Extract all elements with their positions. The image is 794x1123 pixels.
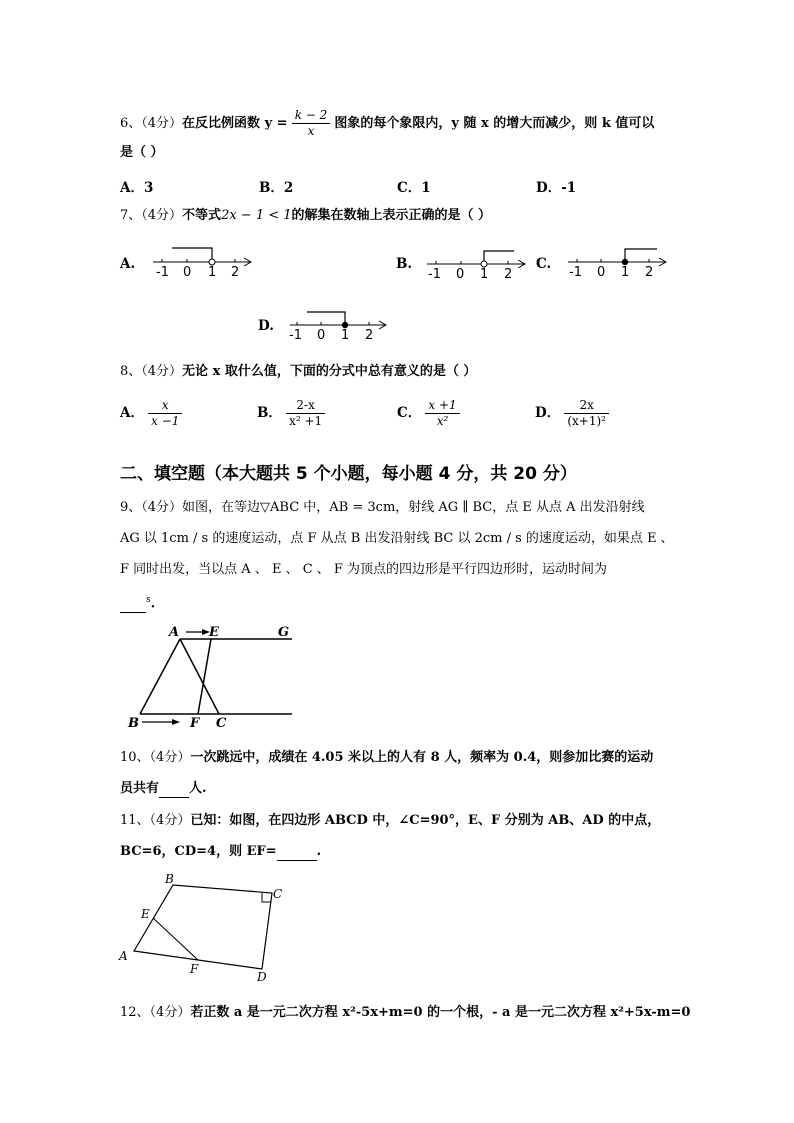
q9-text-line2: AG 以 1cm / s 的速度运动，点 F 从点 B 出发沿射线 BC 以 2cm / s 的速度运动，如果点 E 、 (120, 531, 674, 546)
q7-line (120, 207, 491, 225)
q11-number: 11、（4分） (120, 813, 191, 828)
q6-fraction (292, 108, 331, 139)
q8-option-label: D． (535, 405, 561, 421)
q7-inequality: 2x − 1 < 1 (221, 208, 292, 223)
q12-number: 12、（4分） (120, 1005, 191, 1020)
tick-label: 2 (231, 265, 240, 280)
q9-figure (120, 618, 300, 738)
q7-label-d: D. (258, 318, 274, 334)
point-label-a: A (169, 625, 180, 640)
q9-line1 (120, 499, 645, 517)
point-label-d: D (257, 970, 267, 984)
q10-text-post: 人. (189, 781, 207, 796)
tick-label: 0 (183, 265, 192, 280)
q11-figure (115, 866, 290, 986)
q6-option-b: B．2 (259, 180, 294, 196)
point-label-b: B (128, 716, 139, 731)
q8-option-c (397, 398, 460, 429)
fraction-numerator: x (148, 398, 182, 414)
q6-line1 (120, 108, 654, 139)
q8-option-label: C． (397, 405, 422, 421)
q9-unit: s (146, 595, 151, 605)
tick-label: -1 (569, 265, 582, 280)
q10-number: 10、（4分） (120, 750, 191, 765)
q8-text: 无论 x 取什么值，下面的分式中总有意义的是（ ） (182, 364, 477, 379)
q12-text: 若正数 a 是一元二次方程 x²-5x+m=0 的一个根，- a 是一元二次方程 x²+5x-m=0 (190, 1005, 691, 1020)
fraction-numerator: 2-x (286, 398, 325, 414)
q11-text-pre: BC=6，CD=4，则 EF= (120, 844, 277, 859)
q8-option-fraction (564, 398, 609, 429)
fraction-numerator: x +1 (425, 398, 459, 414)
q9-text-line3: F 同时出发，当以点 A 、 E 、 C 、 F 为顶点的四边形是平行四边形时，运动时间为 (120, 562, 608, 577)
point-label-e: E (209, 625, 219, 640)
point-label-c: C (273, 887, 283, 901)
q7-number: 7、（4分） (120, 208, 183, 223)
section-title: 二、填空题（本大题共 5 个小题，每小题 4 分，共 20 分） (120, 464, 577, 484)
q8-option-a (120, 398, 182, 429)
q9-answer-blank[interactable] (120, 598, 146, 613)
q7-text-post: 的解集在数轴上表示正确的是（ ） (291, 208, 492, 223)
q6-fraction-numerator: k − 2 (292, 108, 331, 124)
q7-text-pre: 不等式 (182, 208, 222, 223)
tick-label: 0 (456, 267, 465, 282)
q7-numberline-b (424, 244, 534, 284)
q8-option-label: A． (120, 405, 144, 421)
tick-label: 0 (317, 328, 326, 343)
point-label-c: C (216, 716, 227, 731)
q10-text-pre: 员共有 (120, 781, 160, 796)
point-label-f: F (190, 716, 200, 731)
q10-answer-blank[interactable] (159, 783, 189, 798)
point-label-e: E (141, 907, 150, 921)
q9-end: . (150, 596, 156, 612)
q10-line1 (120, 749, 653, 767)
q8-line (120, 363, 476, 381)
fraction-denominator: x² (436, 414, 449, 428)
q11-line2 (120, 843, 321, 861)
q7-numberline-d (287, 304, 397, 344)
q6-option-d: D．-1 (536, 180, 577, 196)
q6-text-pre: 在反比例函数 y = (182, 116, 288, 131)
tick-label: 1 (341, 328, 350, 343)
q9-answer-line (120, 591, 155, 613)
q6-text-post: 图象的每个象限内，y 随 x 的增大而减少，则 k 值可以 (334, 116, 655, 131)
q8-option-fraction (286, 398, 325, 429)
fraction-denominator: x² +1 (289, 414, 323, 428)
q11-text-line1: 已知：如图，在四边形 ABCD 中，∠C=90°，E、F 分别为 AB、AD 的中点， (190, 813, 661, 828)
q7-label-a: A. (120, 256, 136, 272)
q12-line (120, 1004, 690, 1022)
tick-label: 1 (621, 265, 630, 280)
q8-option-b (257, 398, 325, 429)
q7-label-c: C. (536, 256, 552, 272)
q8-option-label: B． (257, 405, 282, 421)
tick-label: 2 (504, 267, 513, 282)
point-label-a: A (119, 949, 128, 963)
tick-label: 1 (480, 267, 489, 282)
tick-label: -1 (156, 265, 169, 280)
q6-line2: 是（ ） (120, 145, 164, 160)
q6-number: 6、（4分） (120, 116, 183, 131)
tick-label: 1 (208, 265, 217, 280)
point-label-f: F (190, 962, 199, 976)
q7-numberline-a (150, 240, 260, 280)
tick-label: -1 (428, 267, 441, 282)
q10-line2 (120, 780, 207, 798)
q8-option-fraction (148, 398, 182, 429)
point-label-b: B (165, 872, 174, 886)
point-label-g: G (278, 625, 290, 640)
q11-text-post: . (316, 844, 322, 859)
fraction-numerator: 2x (564, 398, 609, 414)
q9-text-line1: 如图，在等边▽ABC 中，AB = 3cm，射线 AG ∥ BC，点 E 从点 A 出发沿射线 (182, 500, 645, 515)
tick-label: 2 (365, 328, 374, 343)
q11-answer-blank[interactable] (277, 846, 317, 861)
q6-option-c: C．1 (397, 180, 431, 196)
q9-number: 9、（4分） (120, 500, 183, 515)
q11-line1 (120, 812, 660, 830)
fraction-denominator: x −1 (151, 414, 180, 428)
q8-option-d (535, 398, 609, 429)
q6-fraction-denominator: x (307, 124, 315, 138)
q8-number: 8、（4分） (120, 364, 183, 379)
tick-label: -1 (289, 328, 302, 343)
q10-text-line1: 一次跳远中，成绩在 4.05 米以上的人有 8 人，频率为 0.4，则参加比赛的运动 (190, 750, 654, 765)
tick-label: 2 (645, 265, 654, 280)
tick-label: 0 (597, 265, 606, 280)
q6-option-a: A．3 (120, 180, 154, 196)
q8-option-fraction (425, 398, 459, 429)
fraction-denominator: (x+1)² (567, 414, 606, 428)
q7-label-b: B. (396, 256, 413, 272)
q7-numberline-c (565, 240, 675, 280)
